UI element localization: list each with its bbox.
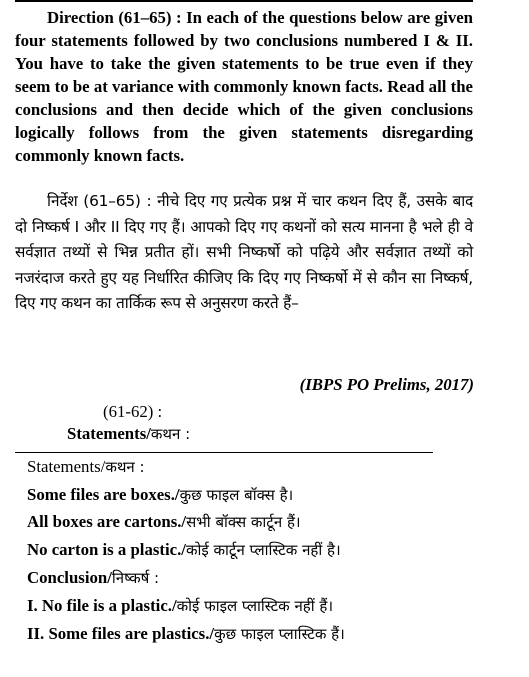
statement-2-en: All boxes are cartons./ (27, 512, 187, 531)
conclusion-1 (27, 596, 333, 616)
statement-1-en: Some files are boxes./ (27, 485, 180, 504)
statement-3 (27, 540, 341, 560)
conclusion-1-en: I. No file is a plastic./ (27, 596, 177, 615)
box-statements-label (27, 457, 145, 477)
box-conclusion-label (27, 568, 159, 588)
statement-1 (27, 485, 293, 505)
box-statements-label-hi: कथन : (105, 458, 145, 476)
exam-source: (IBPS PO Prelims, 2017) (299, 375, 474, 394)
statements-heading (67, 424, 190, 444)
statements-heading-en: Statements/ (67, 424, 151, 443)
conclusion-2-en: II. Some files are plastics./ (27, 624, 215, 643)
section-divider (15, 452, 433, 453)
statements-heading-hi: कथन : (150, 425, 191, 443)
statement-2-hi: सभी बॉक्स कार्टून हैं। (186, 513, 301, 531)
box-statements-label-en: Statements/ (27, 457, 106, 476)
box-conclusion-label-hi: निष्कर्ष : (111, 569, 160, 587)
statement-3-hi: कोई कार्टून प्लास्टिक नहीं है। (185, 541, 341, 559)
box-conclusion-label-en: Conclusion/ (27, 568, 112, 587)
statement-2 (27, 512, 301, 532)
conclusion-1-hi: कोई फाइल प्लास्टिक नहीं हैं। (176, 597, 334, 615)
statement-1-hi: कुछ फाइल बॉक्स है। (179, 486, 294, 504)
top-rule (15, 0, 473, 2)
question-range: (61-62) : (103, 402, 163, 421)
statement-3-en: No carton is a plastic./ (27, 540, 186, 559)
direction-english: Direction (61–65) : In each of the questions below are given four statements followed by two conclusions numbered I & II. You have to take the given statements to be true even if they seem to be at variance with commonly known facts. Read all the conclusions and then decide which of the given conclusions logically follows from the given statements disregarding commonly known facts. (15, 8, 473, 165)
direction-hindi: निर्देश (61–65) : नीचे दिए गए प्रत्येक प्रश्न में चार कथन दिए हैं, उसके बाद दो निष्कर्ष I और II दिए गए हैं। आपको दिए गए कथनों को सत्य मानना है भले ही वे सर्वज्ञात तथ्यों से भिन्न प्रतीत हों। सभी निष्कर्षो को पढ़िये और सर्वज्ञात तथ्यों को नजरंदाज करते हुए यह निर्धारित कीजिए कि दिए गए निष्कर्षो में से कौन सा निष्कर्ष, दिए गए कथन का तार्किक रूप से अनुसरण करते हैं– (15, 192, 473, 312)
conclusion-2-hi: कुछ फाइल प्लास्टिक हैं। (214, 625, 345, 643)
conclusion-2 (27, 624, 345, 644)
